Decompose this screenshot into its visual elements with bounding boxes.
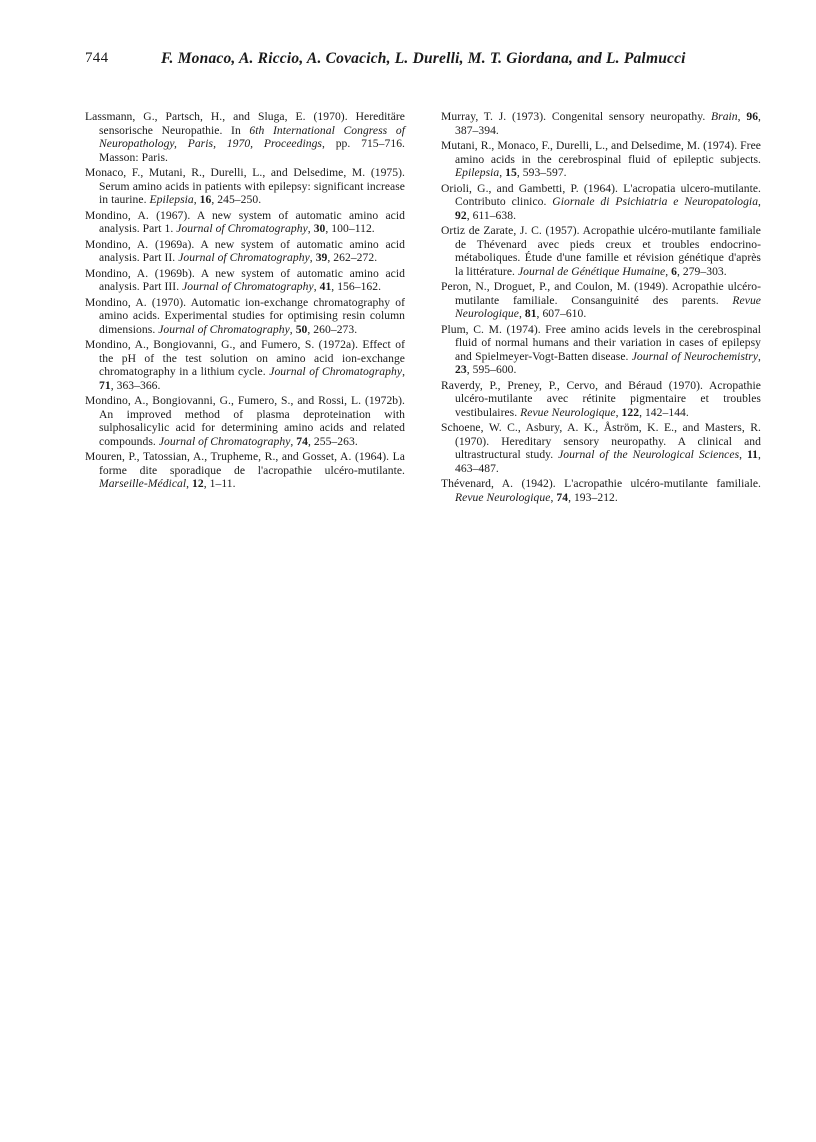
- reference-item: Mondino, A. (1969b). A new system of automatic amino acid analysis. Part III. Journal of Chromatography, 41, 156–162.: [85, 266, 405, 293]
- reference-item: Raverdy, P., Preney, P., Cervo, and Béraud (1970). Acropathie ulcéro-mutilante avec rétinite pigmentaire et troubles vestibulaires. Revue Neurologique, 122, 142–144.: [441, 378, 761, 419]
- reference-item: Peron, N., Droguet, P., and Coulon, M. (1949). Acropathie ulcéro-mutilante familiale. Consanguinité des parents. Revue Neurologique, 81, 607–610.: [441, 280, 761, 320]
- reference-item: Mondino, A. (1969a). A new system of automatic amino acid analysis. Part II. Journal of Chromatography, 39, 262–272.: [85, 237, 405, 264]
- reference-item: Mondino, A. (1967). A new system of automatic amino acid analysis. Part 1. Journal of Chromatography, 30, 100–112.: [85, 208, 405, 235]
- reference-item: Plum, C. M. (1974). Free amino acids levels in the cerebrospinal fluid of normal humans and their variation in cases of epilepsy and Spielmeyer-Vogt-Batten disease. Journal of Neurochemistry, 23, 595–600.: [441, 322, 761, 376]
- page-number: 744: [85, 50, 109, 66]
- running-head-authors: F. Monaco, A. Riccio, A. Covacich, L. Durelli, M. T. Giordana, and L. Palmucci: [161, 50, 686, 67]
- page-header: [85, 50, 745, 72]
- reference-item: Mondino, A., Bongiovanni, G., and Fumero, S. (1972a). Effect of the pH of the test solution on amino acid ion-exchange chromatography in a lithium cycle. Journal of Chromatography, 71, 363–366.: [85, 338, 406, 392]
- references-right-column: [441, 110, 761, 506]
- reference-item: Monaco, F., Mutani, R., Durelli, L., and Delsedime, M. (1975). Serum amino acids in patients with epilepsy: significant increase in taurine. Epilepsia, 16, 245–250.: [85, 166, 405, 206]
- reference-item: Mondino, A. (1970). Automatic ion-exchange chromatography of amino acids. Experimental studies for optimising resin column dimensions. Journal of Chromatography, 50, 260–273.: [85, 295, 405, 336]
- reference-item: Thévenard, A. (1942). L'acropathie ulcéro-mutilante familiale. Revue Neurologique, 74, 193–212.: [441, 477, 761, 504]
- reference-item: Mondino, A., Bongiovanni, G., Fumero, S., and Rossi, L. (1972b). An improved method of plasma deproteination with sulphosalicylic acid for determining amino acids and related compounds. Journal of Chromatography, 74, 255–263.: [85, 394, 405, 448]
- reference-item: Murray, T. J. (1973). Congenital sensory neuropathy. Brain, 96, 387–394.: [441, 110, 761, 137]
- reference-item: Lassmann, G., Partsch, H., and Sluga, E. (1970). Hereditäre sensorische Neuropathie. In 6th International Congress of Neuropathology, Paris, 1970, Proceedings, pp. 715–716. Masson: Paris.: [85, 110, 405, 164]
- reference-item: Mouren, P., Tatossian, A., Trupheme, R., and Gosset, A. (1964). La forme dite sporadique de l'acropathie ulcéro-mutilante. Marseille-Médical, 12, 1–11.: [85, 450, 405, 490]
- reference-item: Schoene, W. C., Asbury, A. K., Åström, K. E., and Masters, R. (1970). Hereditary sensory neuropathy. A clinical and ultrastructural study. Journal of the Neurological Sciences, 11, 463–487.: [441, 421, 761, 475]
- reference-item: Orioli, G., and Gambetti, P. (1964). L'acropatia ulcero-mutilante. Contributo clinico. Giornale di Psichiatria e Neuropatologia, 92, 611–638.: [441, 181, 761, 222]
- reference-item: Mutani, R., Monaco, F., Durelli, L., and Delsedime, M. (1974). Free amino acids in the cerebrospinal fluid of epileptic subjects. Epilepsia, 15, 593–597.: [441, 139, 761, 179]
- reference-item: Ortiz de Zarate, J. C. (1957). Acropathie ulcéro-mutilante familiale de Thévenard avec pieds creux et troubles endocrino-métaboliques. Étude d'une famille et révision génétique d'après la littérature. Journal de Génétique Humaine, 6, 279–303.: [441, 224, 761, 278]
- references-left-column: [85, 110, 405, 493]
